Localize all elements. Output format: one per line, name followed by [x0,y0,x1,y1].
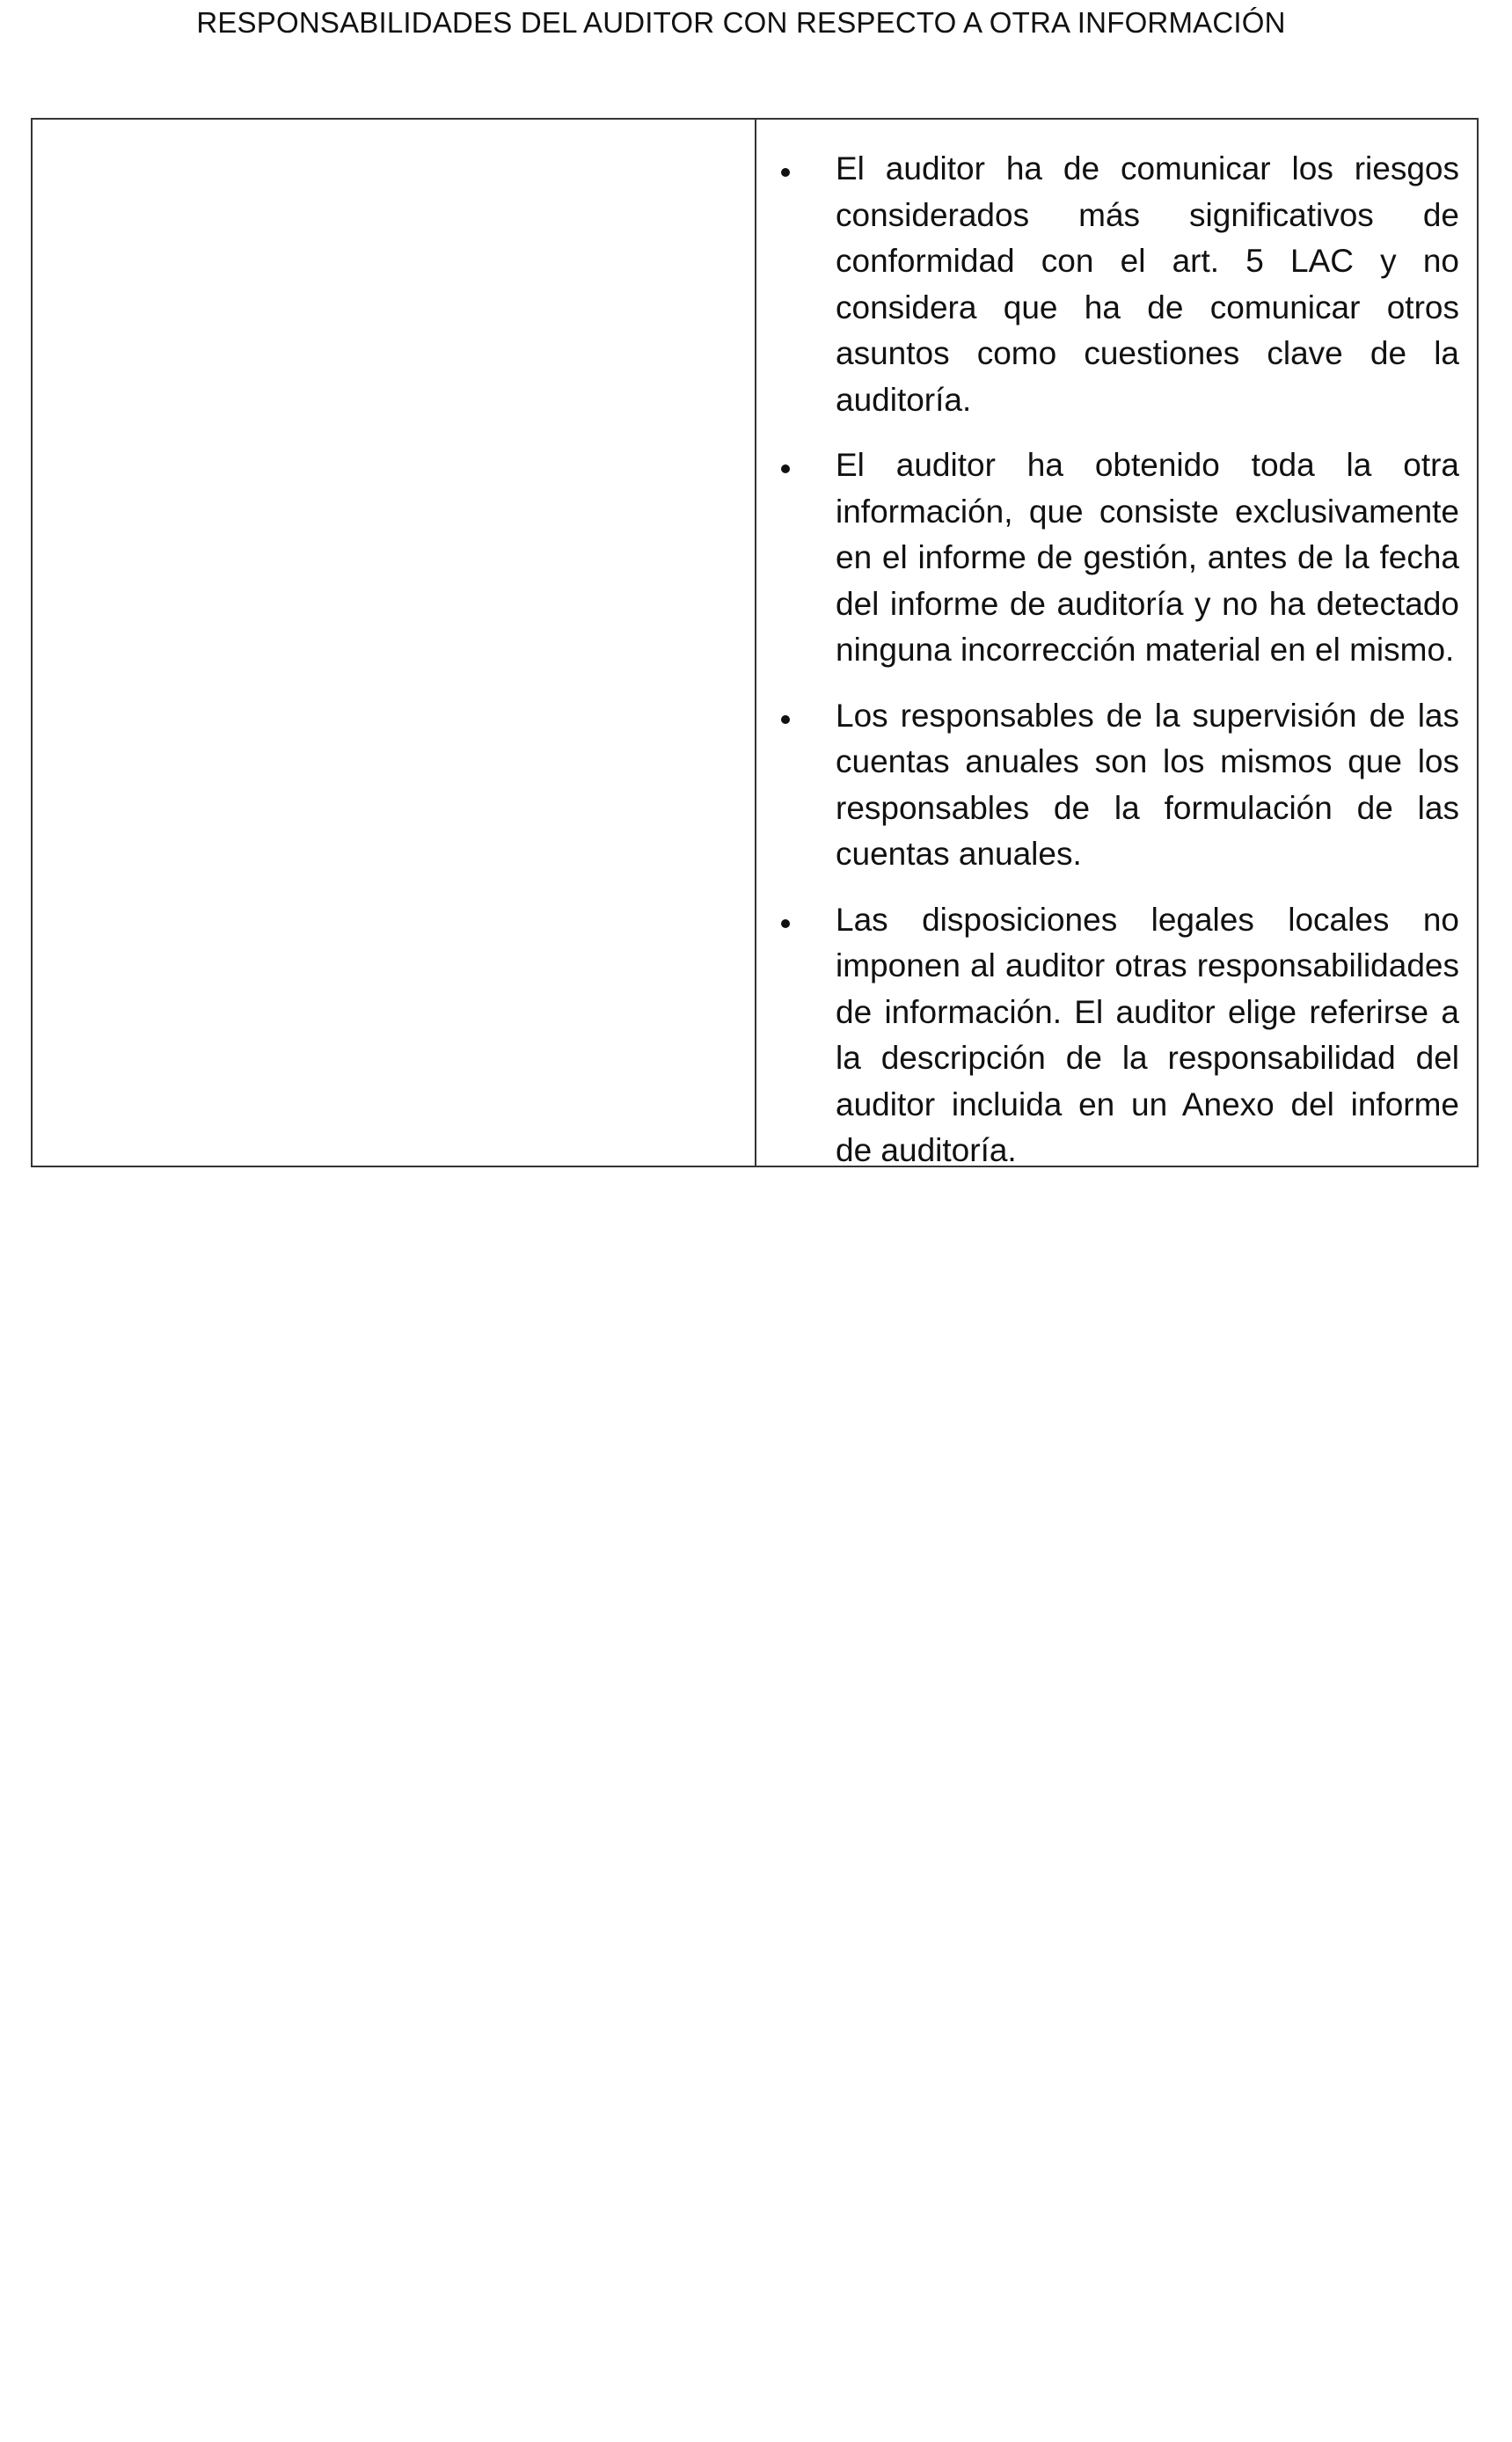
list-item-text: El auditor ha de comunicar los riesgos considerados más significativos de conformidad con el art. 5 LAC y no considera que ha de comunicar otros asuntos como cuestiones clave de la auditoría. [836,150,1459,418]
bullet-icon [781,464,790,473]
list-item [756,897,1459,1174]
bullet-list [756,146,1459,1174]
bullet-icon [781,168,790,177]
list-item-text: Las disposiciones legales locales no imponen al auditor otras responsabilidades de información. El auditor elige referirse a la descripción de la responsabilidad del auditor incluida en un Anexo del informe de auditoría. [836,901,1459,1168]
list-item [756,442,1459,674]
list-item-text: El auditor ha obtenido toda la otra información, que consiste exclusivamente en el informe de gestión, antes de la fecha del informe de auditoría y no ha detectado ninguna incorrección material en el mismo. [836,447,1459,668]
list-item-text: Los responsables de la supervisión de las cuentas anuales son los mismos que los responsables de la formulación de las cuentas anuales. [836,697,1459,872]
list-item [756,693,1459,878]
page-header: RESPONSABILIDADES DEL AUDITOR CON RESPECTO A OTRA INFORMACIÓN [196,6,1286,39]
list-item [756,146,1459,423]
bullet-icon [781,919,790,928]
table-cell-right [756,120,1477,1166]
table-cell-left [33,120,756,1166]
content-table [31,118,1479,1167]
bullet-icon [781,715,790,724]
